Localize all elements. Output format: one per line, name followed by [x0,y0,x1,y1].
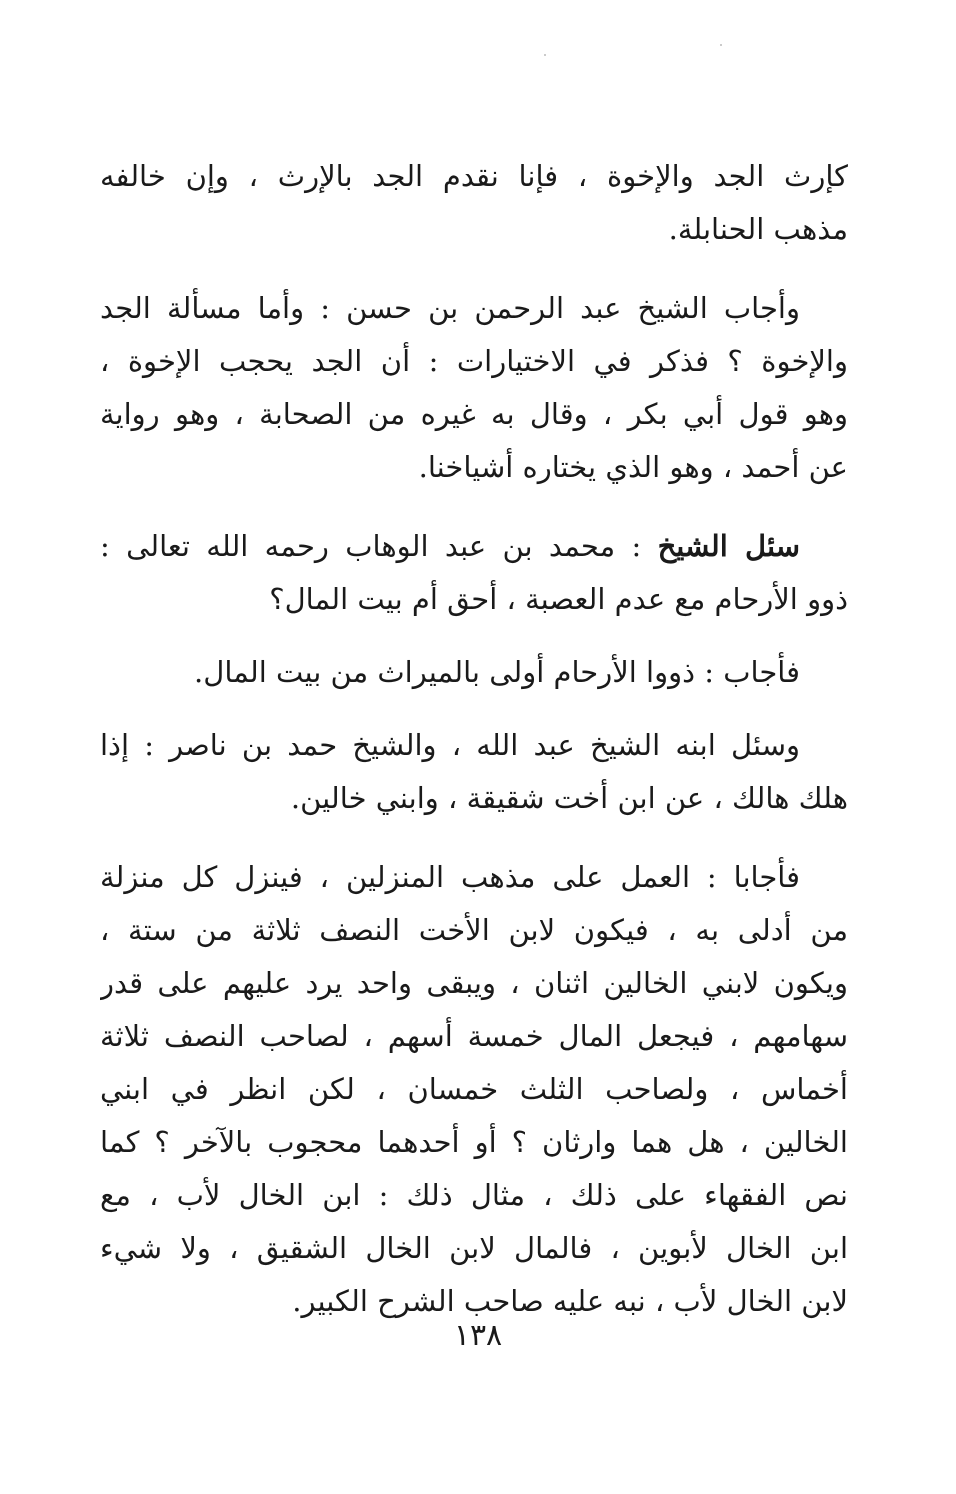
text-line: لابن الخال لأب ، نبه عليه صاحب الشرح الكبير. [292,1284,848,1318]
text-line: أخماس ، ولصاحب الثلث خمسان ، لكن انظر في ابني [100,1072,848,1106]
text-line: ويكون لابني الخالين اثنان ، ويبقى واحد يرد عليهم على قدر [100,966,848,1000]
text-line: مذهب الحنابلة. [668,212,848,246]
text-line: وسئل ابنه الشيخ عبد الله ، والشيخ حمد بن ناصر : إذا [100,728,800,762]
paragraph-6 [100,851,848,1328]
text-line: وأجاب الشيخ عبد الرحمن بن حسن : وأما مسألة الجد [100,291,800,325]
speck [544,54,546,56]
text-line: من أدلى به ، فيكون لابن الأخت النصف ثلاثة من ستة ، [100,913,848,947]
paragraph-5 [100,719,848,825]
lead-phrase: سئل الشيخ [657,529,801,563]
text-line: هلك هالك ، عن ابن أخت شقيقة ، وابني خالين. [290,781,848,815]
paragraph-4 [100,646,848,699]
text-line: نص الفقهاء على ذلك ، مثال ذلك : ابن الخال لأب ، مع [100,1178,848,1212]
text-line: سهامهم ، فيجعل المال خمسة أسهم ، لصاحب النصف ثلاثة [100,1019,848,1053]
text-line: فأجاب : ذووا الأرحام أولى بالميراث من بيت المال. [194,655,800,689]
text-line: ابن الخال لأبوين ، فالمال لابن الخال الشقيق ، ولا شيء [100,1231,848,1265]
text-line: ذوو الأرحام مع عدم العصبة ، أحق أم بيت المال؟ [269,582,848,616]
text-line [100,520,848,573]
paragraph-3 [100,520,848,626]
text-line: كإرث الجد والإخوة ، فإنا نقدم الجد بالإرث ، وإن خالفه [100,159,848,193]
text-line: وهو قول أبي بكر ، وقال به غيره من الصحابة ، وهو رواية [100,397,848,431]
paragraph-1 [100,150,848,256]
page-number: ١٣٨ [453,1318,503,1353]
paragraph-2 [100,282,848,494]
text-line: والإخوة ؟ فذكر في الاختيارات : أن الجد يحجب الإخوة ، [100,344,848,378]
text-line: فأجابا : العمل على مذهب المنزلين ، فينزل كل منزلة [100,860,800,894]
text-line: عن أحمد ، وهو الذي يختاره أشياخنا. [418,450,848,484]
text-line: الخالين ، هل هما وارثان ؟ أو أحدهما محجوب بالآخر ؟ كما [100,1125,848,1159]
line-rest: : محمد بن عبد الوهاب رحمه الله تعالى : [100,529,642,563]
speck [720,44,722,46]
document-page [100,150,848,1328]
